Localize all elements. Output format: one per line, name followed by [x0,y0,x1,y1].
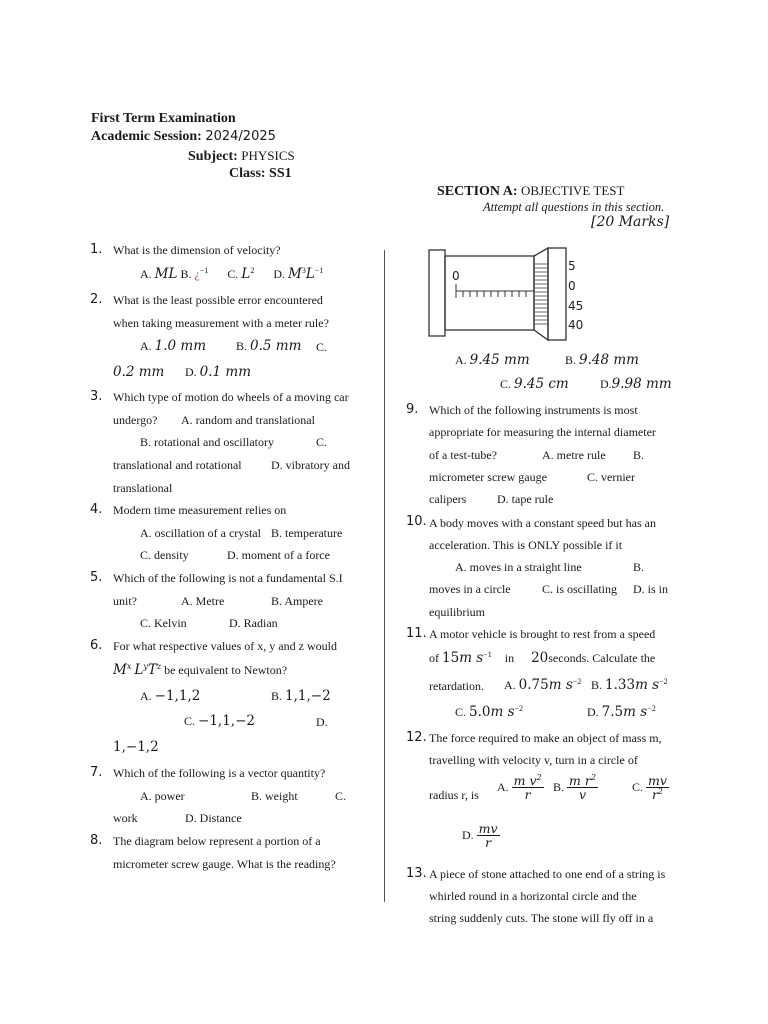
q10-option-d: D. is in [633,582,669,596]
q4-option-b: B. temperature [271,526,343,540]
q4-number: 4. [90,502,103,517]
section-heading [437,183,624,200]
session-value: 2024/2025 [205,129,276,144]
q5-option-a: A. Metre [181,594,225,608]
q13-number: 13. [406,866,427,881]
q11-number: 11. [406,626,427,641]
q1-option-d-exp2: −1 [314,266,324,275]
q3-option-c-label: C. [316,435,328,449]
q1-option-a-value: ML [154,266,178,282]
q9-line1: Which of the following instruments is most [429,403,638,417]
q9-option-d: D. tape rule [497,492,554,506]
q12-line1: The force required to make an object of mass m, [429,731,662,745]
q11-line2: of 15m $s^{-1}$ in 20seconds. Calculate the [429,650,656,666]
q11-option-d: D. 7.5m $s^{-2}$ [587,704,656,720]
q4-text: Modern time measurement relies on [113,503,287,517]
q10-line2: acceleration. This is ONLY possible if it [429,538,623,552]
q8-option-c: C. 9.45 cm [500,376,569,392]
q6-expression: $M^x$ $L^yT^z$ be equivalent to Newton? [113,662,288,678]
q6-option-d-label: D. [316,715,328,729]
q5-line2: unit? [113,594,137,608]
q1-option-d-exp1: 3 [301,266,306,275]
q2-option-c-label: C. [316,340,328,354]
thimble-label-40: 40 [568,318,584,332]
q12-option-d: D. $\frac{mv}{r}$ [462,821,498,851]
session-label: Academic Session: [91,129,202,144]
q13-line2: whirled round in a horizontal circle and the [429,889,637,903]
q10-line1: A body moves with a constant speed but has an [429,516,656,530]
q2-line1: What is the least possible error encountered [113,293,323,307]
q5-line1: Which of the following is not a fundamental S.I [113,571,343,585]
q11-option-c: C. 5.0m $s^{-2}$ [455,704,524,720]
q5-number: 5. [90,570,103,585]
q10-option-a: A. moves in a straight line [455,560,582,574]
sleeve-zero-label: 0 [452,269,460,283]
q13-line1: A piece of stone attached to one end of a string is [429,867,666,881]
q9-option-b-label: B. [633,448,645,462]
q9-line2: appropriate for measuring the internal diameter [429,425,656,439]
q6-option-c: C. −1,1,−2 [184,713,255,729]
q8-line2: micrometer screw gauge. What is the reading? [113,857,336,871]
q8-option-d: D.9.98 mm [600,376,672,392]
q8-option-b: B. 9.48 mm [565,352,639,368]
q8-line1: The diagram below represent a portion of a [113,834,321,848]
q1-text: What is the dimension of velocity? [113,243,281,257]
q1-option-c-exp: 2 [250,266,255,275]
q5-option-b: B. Ampere [271,594,323,608]
q7-number: 7. [90,765,103,780]
q7-option-c-label: C. [335,789,347,803]
q3-option-d: D. vibratory and [271,458,350,472]
class-line: Class: SS1 [229,166,292,181]
q10-option-c: C. is oscillating [542,582,617,596]
micrometer-diagram [428,246,628,346]
section-name: OBJECTIVE TEST [521,183,625,198]
section-instruction: Attempt all questions in this section. [483,200,665,214]
q8-number: 8. [90,833,103,848]
q7-option-d: D. Distance [185,811,242,825]
q1-option-d-value2: L [305,266,315,282]
q7-option-a: A. power [140,789,185,803]
q2-option-b: B. 0.5 mm [236,338,302,354]
q5-option-d: D. Radian [229,616,278,630]
q6-option-b: B. 1,1,−2 [271,688,331,704]
academic-session [91,129,276,145]
q13-line3: string suddenly cuts. The stone will fly off in a [429,911,654,925]
q3-option-b: B. rotational and oscillatory [140,435,274,449]
q1-option-d-value: M [287,266,302,282]
q11-line1: A motor vehicle is brought to rest from a speed [429,627,656,641]
q5-option-c: C. Kelvin [140,616,187,630]
section-label: SECTION A: [437,184,518,199]
q9-option-c: C. vernier [587,470,635,484]
q7-option-c-text: work [113,811,138,825]
q1-options [140,266,323,282]
thimble-label-45: 45 [568,299,584,313]
q4-option-c: C. density [140,548,189,562]
q1-option-a-label: A. [140,267,152,281]
q12-line3: radius r, is [429,788,479,802]
q9-option-a: A. metre rule [542,448,606,462]
q12-option-a: A. $\frac{m v^2}{r}$ [497,773,542,803]
q9-line3: of a test-tube? [429,448,497,462]
q2-option-a: A. 1.0 mm [140,338,207,354]
q7-text: Which of the following is a vector quantity? [113,766,326,780]
q12-option-b-fraction: $\frac{m r^2}{v}$ [569,773,596,803]
q2-line2: when taking measurement with a meter rule? [113,316,329,330]
q10-option-b-label: B. [633,560,645,574]
q12-option-c: C. $\frac{mv}{r^2}$ [632,773,667,803]
q1-option-b-label: B. [180,267,192,281]
q2-number: 2. [90,292,103,307]
q12-option-d-fraction: $\frac{mv}{r}$ [478,821,498,851]
q7-option-b: B. weight [251,789,298,803]
q12-option-b: B. $\frac{m r^2}{v}$ [553,773,596,803]
q1-option-b-exp: −1 [199,266,209,275]
q11-option-a: A. 0.75m $s^{-2}$ [504,677,582,693]
column-divider [384,250,385,902]
q3-option-d-cont: translational [113,481,173,495]
thimble-label-5: 5 [568,259,576,273]
q12-option-c-fraction: $\frac{mv}{r^2}$ [648,773,667,803]
q2-option-d: D. 0.1 mm [185,364,252,380]
q10-option-b-text: moves in a circle [429,582,511,596]
thimble-label-0: 0 [568,279,576,293]
section-marks: [20 Marks] [591,214,670,230]
q12-option-a-fraction: $\frac{m v^2}{r}$ [513,773,542,803]
q1-number: 1. [90,242,103,257]
q10-number: 10. [406,514,427,529]
q1-option-b-value: ¿ [194,267,200,281]
q3-number: 3. [90,389,103,404]
subject-value: PHYSICS [241,148,295,163]
q10-option-d-cont: equilibrium [429,605,485,619]
q4-option-a: A. oscillation of a crystal [140,526,261,540]
exam-title: First Term Examination [91,111,236,126]
q12-line2: travelling with velocity v, turn in a circle of [429,753,638,767]
q6-line1: For what respective values of x, y and z would [113,639,337,653]
q11-line3: retardation. [429,679,484,693]
q6-option-a: A. −1,1,2 [140,688,201,704]
q6-number: 6. [90,638,103,653]
q1-option-c-value: L [241,266,251,282]
q1-option-c-label: C. [227,267,239,281]
q3-option-a: A. random and translational [181,413,315,427]
q11-option-b: B. 1.33m $s^{-2}$ [591,677,668,693]
subject-line [188,148,295,165]
q8-option-a: A. 9.45 mm [455,352,530,368]
q9-number: 9. [406,402,419,417]
subject-label: Subject: [188,149,238,164]
q1-option-d-label: D. [273,267,285,281]
q9-option-b-text: micrometer screw gauge [429,470,547,484]
q9-option-c-cont: calipers [429,492,467,506]
q3-line1: Which type of motion do wheels of a moving car [113,390,349,404]
q6-option-d-value: 1,−1,2 [113,739,159,755]
q12-number: 12. [406,730,427,745]
q2-option-c-value: 0.2 mm [113,364,165,380]
q3-line2: undergo? [113,413,158,427]
q4-option-d: D. moment of a force [227,548,330,562]
q3-option-c-text: translational and rotational [113,458,242,472]
